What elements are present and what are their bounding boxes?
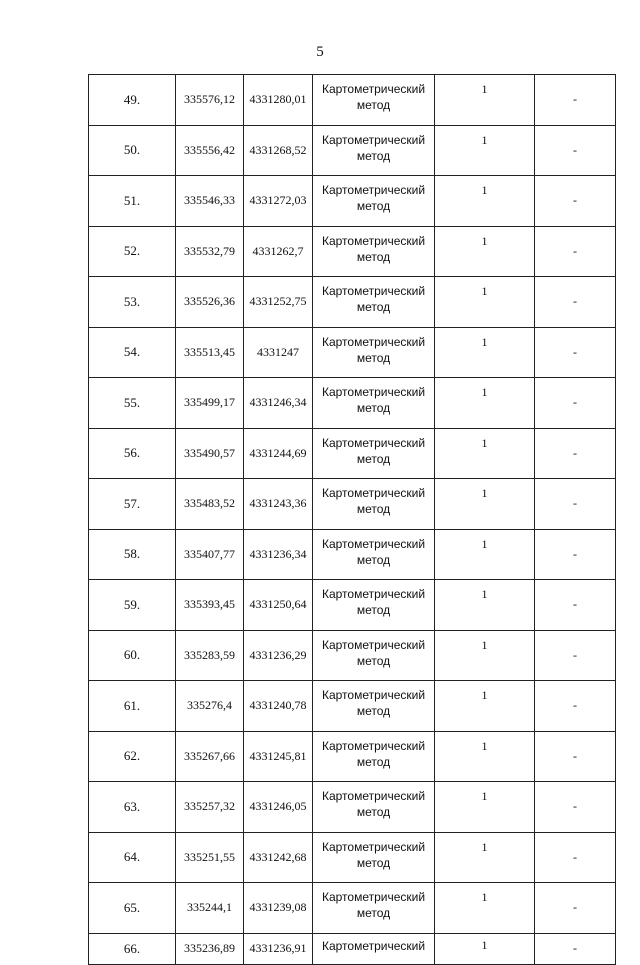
x-coordinate-cell: 335490,57 xyxy=(176,428,244,479)
table-row xyxy=(89,75,616,126)
x-coordinate-cell: 335407,77 xyxy=(176,529,244,580)
y-coordinate-cell: 4331242,68 xyxy=(244,832,313,883)
table-row xyxy=(89,580,616,631)
table-row xyxy=(89,176,616,227)
coordinates-table xyxy=(88,74,616,965)
x-coordinate-cell: 335532,79 xyxy=(176,226,244,277)
method-line-2: метод xyxy=(356,805,391,819)
method-cell xyxy=(313,226,435,277)
point-number-cell: 51. xyxy=(89,176,176,227)
method-cell xyxy=(313,731,435,782)
point-number-cell: 49. xyxy=(89,75,176,126)
method-line-1: Картометрический xyxy=(321,486,426,500)
accuracy-cell: 1 xyxy=(435,681,535,732)
y-coordinate-cell: 4331252,75 xyxy=(244,277,313,328)
method-cell xyxy=(313,176,435,227)
method-cell xyxy=(313,428,435,479)
method-line-2: метод xyxy=(356,350,391,365)
x-coordinate-cell: 335236,89 xyxy=(176,933,244,964)
method-line-2: метод xyxy=(356,603,391,617)
accuracy-cell: 1 xyxy=(435,125,535,176)
method-line-2: метод xyxy=(356,451,391,466)
point-number-cell: 61. xyxy=(89,681,176,732)
x-coordinate-cell: 335267,66 xyxy=(176,731,244,782)
point-number-cell: 62. xyxy=(89,731,176,782)
y-coordinate-cell: 4331247 xyxy=(244,327,313,378)
accuracy-cell: 1 xyxy=(435,580,535,631)
method-line-2: метод xyxy=(356,502,391,516)
method-line-1: Картометрический xyxy=(321,233,426,248)
table-row xyxy=(89,630,616,681)
accuracy-cell: 1 xyxy=(435,226,535,277)
point-number-cell: 57. xyxy=(89,479,176,530)
accuracy-cell: 1 xyxy=(435,327,535,378)
method-cell xyxy=(313,125,435,176)
note-cell: - xyxy=(535,529,616,580)
method-line-1: Картометрический xyxy=(321,183,426,197)
method-line-2: метод xyxy=(356,401,391,415)
y-coordinate-cell: 4331244,69 xyxy=(244,428,313,479)
method-cell xyxy=(313,933,435,964)
note-cell: - xyxy=(535,681,616,732)
method-line-1: Картометрический xyxy=(321,132,426,147)
y-coordinate-cell: 4331236,29 xyxy=(244,630,313,681)
method-line-2: метод xyxy=(356,704,391,718)
x-coordinate-cell: 335276,4 xyxy=(176,681,244,732)
accuracy-cell: 1 xyxy=(435,176,535,227)
method-line-2: метод xyxy=(356,148,391,163)
method-line-1: Картометрический xyxy=(321,738,426,753)
method-line-1: Картометрический xyxy=(321,334,426,349)
y-coordinate-cell: 4331272,03 xyxy=(244,176,313,227)
y-coordinate-cell: 4331268,52 xyxy=(244,125,313,176)
x-coordinate-cell: 335556,42 xyxy=(176,125,244,176)
method-line-1: Картометрический xyxy=(321,284,426,298)
accuracy-cell: 1 xyxy=(435,883,535,934)
note-cell: - xyxy=(535,428,616,479)
y-coordinate-cell: 4331246,05 xyxy=(244,782,313,833)
method-line-2: метод xyxy=(356,300,391,314)
method-cell xyxy=(313,630,435,681)
point-number-cell: 60. xyxy=(89,630,176,681)
x-coordinate-cell: 335393,45 xyxy=(176,580,244,631)
y-coordinate-cell: 4331240,78 xyxy=(244,681,313,732)
x-coordinate-cell: 335283,59 xyxy=(176,630,244,681)
y-coordinate-cell: 4331262,7 xyxy=(244,226,313,277)
method-line-1: Картометрический xyxy=(321,839,426,854)
accuracy-cell: 1 xyxy=(435,378,535,429)
accuracy-cell: 1 xyxy=(435,277,535,328)
point-number-cell: 59. xyxy=(89,580,176,631)
point-number-cell: 58. xyxy=(89,529,176,580)
y-coordinate-cell: 4331250,64 xyxy=(244,580,313,631)
method-cell xyxy=(313,75,435,126)
accuracy-cell: 1 xyxy=(435,428,535,479)
note-cell: - xyxy=(535,378,616,429)
method-line-1: Картометрический xyxy=(321,536,426,551)
accuracy-cell: 1 xyxy=(435,630,535,681)
method-line-2: метод xyxy=(356,98,391,112)
note-cell: - xyxy=(535,75,616,126)
method-line-1: Картометрический xyxy=(321,435,426,450)
note-cell: - xyxy=(535,731,616,782)
x-coordinate-cell: 335513,45 xyxy=(176,327,244,378)
x-coordinate-cell: 335499,17 xyxy=(176,378,244,429)
method-cell xyxy=(313,782,435,833)
table-row xyxy=(89,731,616,782)
method-line-1: Картометрический xyxy=(321,385,426,399)
y-coordinate-cell: 4331239,08 xyxy=(244,883,313,934)
x-coordinate-cell: 335251,55 xyxy=(176,832,244,883)
table-row xyxy=(89,277,616,328)
method-cell xyxy=(313,378,435,429)
note-cell: - xyxy=(535,277,616,328)
method-line-2: метод xyxy=(356,653,391,668)
point-number-cell: 56. xyxy=(89,428,176,479)
note-cell: - xyxy=(535,479,616,530)
method-line-2: метод xyxy=(356,906,391,920)
method-line-1: Картометрический xyxy=(321,637,426,652)
x-coordinate-cell: 335257,32 xyxy=(176,782,244,833)
method-line-1: Картометрический xyxy=(321,890,426,904)
table-row xyxy=(89,327,616,378)
page-number: 5 xyxy=(316,44,324,60)
table-row xyxy=(89,782,616,833)
y-coordinate-cell: 4331245,81 xyxy=(244,731,313,782)
table-row xyxy=(89,226,616,277)
accuracy-cell: 1 xyxy=(435,731,535,782)
table-row xyxy=(89,681,616,732)
method-cell xyxy=(313,681,435,732)
table-row xyxy=(89,933,616,964)
note-cell: - xyxy=(535,630,616,681)
method-cell xyxy=(313,479,435,530)
method-cell xyxy=(313,580,435,631)
point-number-cell: 53. xyxy=(89,277,176,328)
y-coordinate-cell: 4331236,91 xyxy=(244,933,313,964)
point-number-cell: 65. xyxy=(89,883,176,934)
method-line-2: метод xyxy=(356,199,391,213)
method-line-1: Картометрический xyxy=(321,789,426,803)
note-cell: - xyxy=(535,782,616,833)
note-cell: - xyxy=(535,327,616,378)
point-number-cell: 64. xyxy=(89,832,176,883)
note-cell: - xyxy=(535,125,616,176)
method-line-2: метод xyxy=(356,754,391,769)
method-cell xyxy=(313,529,435,580)
table-row xyxy=(89,883,616,934)
method-cell xyxy=(313,277,435,328)
method-line-1: Картометрический xyxy=(321,688,426,702)
note-cell: - xyxy=(535,883,616,934)
table-body xyxy=(89,75,616,965)
point-number-cell: 63. xyxy=(89,782,176,833)
method-line-2: метод xyxy=(356,552,391,567)
table-row xyxy=(89,832,616,883)
note-cell: - xyxy=(535,580,616,631)
point-number-cell: 66. xyxy=(89,933,176,964)
method-line-1: Картометрический xyxy=(321,82,426,96)
note-cell: - xyxy=(535,933,616,964)
accuracy-cell: 1 xyxy=(435,782,535,833)
method-cell xyxy=(313,832,435,883)
point-number-cell: 50. xyxy=(89,125,176,176)
y-coordinate-cell: 4331246,34 xyxy=(244,378,313,429)
table-row xyxy=(89,125,616,176)
method-line-2: метод xyxy=(356,249,391,264)
table-row xyxy=(89,428,616,479)
method-line-1: Картометрический xyxy=(321,938,426,953)
accuracy-cell: 1 xyxy=(435,529,535,580)
y-coordinate-cell: 4331243,36 xyxy=(244,479,313,530)
point-number-cell: 55. xyxy=(89,378,176,429)
y-coordinate-cell: 4331280,01 xyxy=(244,75,313,126)
point-number-cell: 52. xyxy=(89,226,176,277)
y-coordinate-cell: 4331236,34 xyxy=(244,529,313,580)
x-coordinate-cell: 335483,52 xyxy=(176,479,244,530)
point-number-cell: 54. xyxy=(89,327,176,378)
method-line-2: метод xyxy=(356,855,391,870)
accuracy-cell: 1 xyxy=(435,75,535,126)
note-cell: - xyxy=(535,176,616,227)
table-row xyxy=(89,529,616,580)
table-row xyxy=(89,378,616,429)
x-coordinate-cell: 335576,12 xyxy=(176,75,244,126)
accuracy-cell: 1 xyxy=(435,479,535,530)
method-line-1: Картометрический xyxy=(321,587,426,601)
table-row xyxy=(89,479,616,530)
x-coordinate-cell: 335244,1 xyxy=(176,883,244,934)
method-cell xyxy=(313,883,435,934)
note-cell: - xyxy=(535,226,616,277)
x-coordinate-cell: 335546,33 xyxy=(176,176,244,227)
method-cell xyxy=(313,327,435,378)
accuracy-cell: 1 xyxy=(435,933,535,964)
note-cell: - xyxy=(535,832,616,883)
x-coordinate-cell: 335526,36 xyxy=(176,277,244,328)
accuracy-cell: 1 xyxy=(435,832,535,883)
